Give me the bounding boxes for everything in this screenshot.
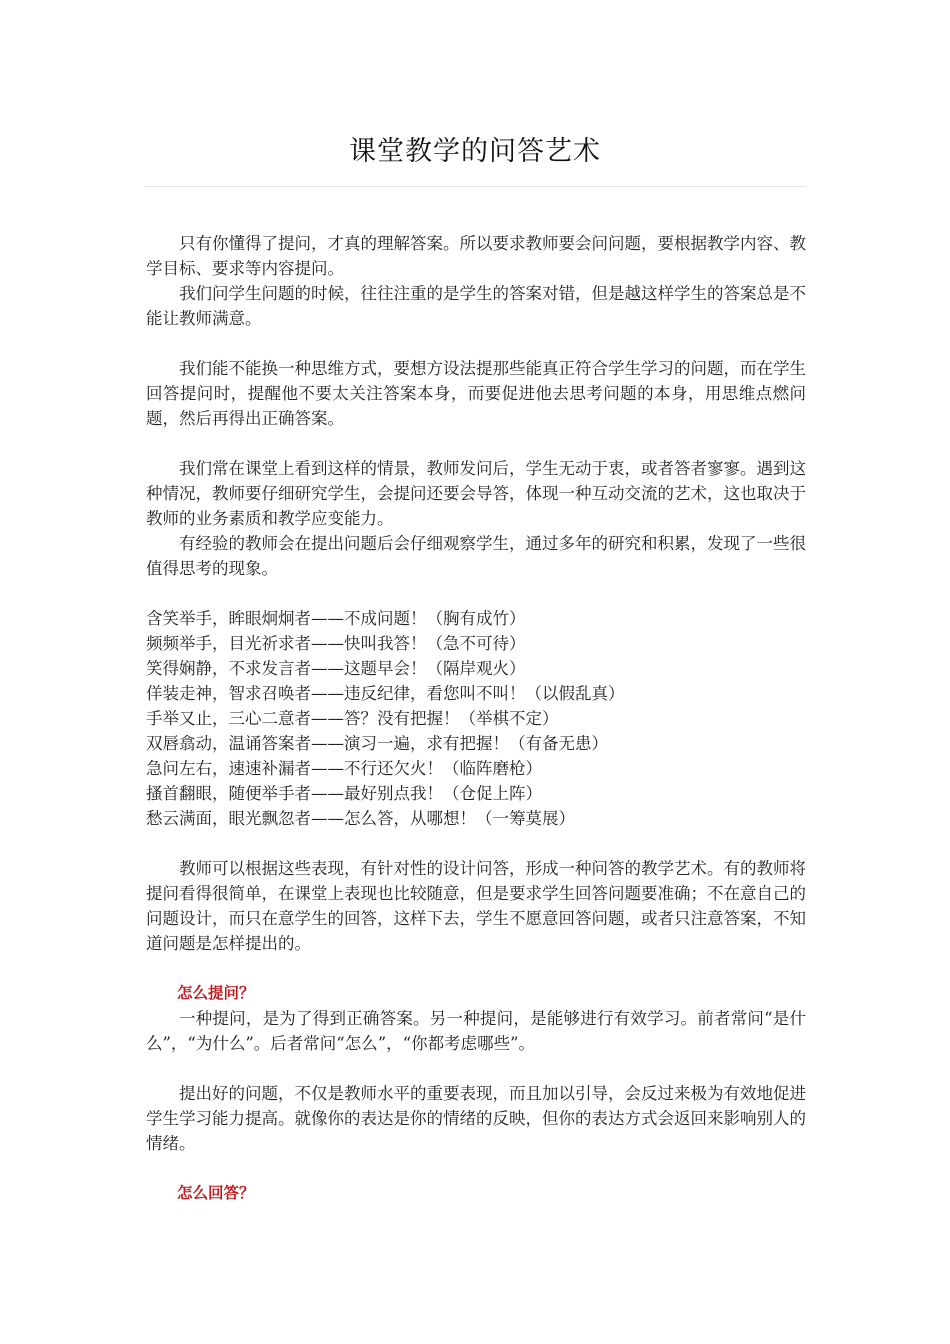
paragraph-2: 我们问学生问题的时候，往往注重的是学生的答案对错，但是越这样学生的答案总是不能让教师满意。 — [146, 284, 806, 328]
paragraph-7: 一种提问，是为了得到正确答案。另一种提问，是能够进行有效学习。前者常问“是什么”，“为什么”。后者常问“怎么”，“你都考虑哪些”。 — [146, 1009, 806, 1053]
spacer — [146, 956, 806, 981]
spacer — [146, 1156, 806, 1181]
paragraph-5: 有经验的教师会在提出问题后会仔细观察学生，通过多年的研究和积累，发现了一些很值得思考的现象。 — [146, 534, 806, 578]
article-body — [146, 231, 806, 1206]
student-behavior-list — [146, 606, 806, 831]
list-item: 频频举手，目光祈求者——快叫我答！（急不可待） — [146, 634, 526, 653]
list-item: 愁云满面，眼光飘忽者——怎么答，从哪想！（一筹莫展） — [146, 809, 575, 828]
paragraph-3: 我们能不能换一种思维方式，要想方设法提那些能真正符合学生学习的问题，而在学生回答提问时，提醒他不要太关注答案本身，而要促进他去思考问题的本身，用思维点燃问题，然后再得出正确答案。 — [146, 359, 806, 428]
spacer — [146, 331, 806, 356]
page-title: 课堂教学的问答艺术 — [349, 136, 601, 167]
title-divider — [144, 186, 806, 187]
spacer — [146, 431, 806, 456]
paragraph-8: 提出好的问题，不仅是教师水平的重要表现，而且加以引导，会反过来极为有效地促进学生学习能力提高。就像你的表达是你的情绪的反映，但你的表达方式会返回来影响别人的情绪。 — [146, 1084, 806, 1153]
list-item: 笑得娴静，不求发言者——这题早会！（隔岸观火） — [146, 659, 526, 678]
list-item: 搔首翻眼，随便举手者——最好别点我！（仓促上阵） — [146, 784, 542, 803]
list-item: 双唇翕动，温诵答案者——演习一遍，求有把握！（有备无患） — [146, 734, 608, 753]
list-item: 急问左右，速速补漏者——不行还欠火！（临阵磨枪） — [146, 759, 542, 778]
paragraph-4: 我们常在课堂上看到这样的情景，教师发问后，学生无动于衷，或者答者寥寥。遇到这种情况，教师要仔细研究学生，会提问还要会导答，体现一种互动交流的艺术，这也取决于教师的业务素质和教学应变能力。 — [146, 459, 806, 528]
section-heading-how-to-ask: 怎么提问？ — [177, 984, 255, 1002]
paragraph-6: 教师可以根据这些表现，有针对性的设计问答，形成一种问答的教学艺术。有的教师将提问看得很简单，在课堂上表现也比较随意，但是要求学生回答问题要准确；不在意自己的问题设计，而只在意学生的回答，这样下去，学生不愿意回答问题，或者只注意答案，不知道问题是怎样提出的。 — [146, 859, 806, 953]
spacer — [146, 1056, 806, 1081]
spacer — [146, 831, 806, 856]
list-item: 手举又止，三心二意者——答？没有把握！（举棋不定） — [146, 709, 559, 728]
list-item: 佯装走神，智求召唤者——违反纪律，看您叫不叫！（以假乱真） — [146, 684, 625, 703]
list-item: 含笑举手，眸眼炯炯者——不成问题！（胸有成竹） — [146, 609, 526, 628]
paragraph-1: 只有你懂得了提问，才真的理解答案。所以要求教师要会问问题，要根据教学内容、教学目标、要求等内容提问。 — [146, 234, 806, 278]
spacer — [146, 581, 806, 606]
section-heading-how-to-answer: 怎么回答？ — [177, 1184, 255, 1202]
